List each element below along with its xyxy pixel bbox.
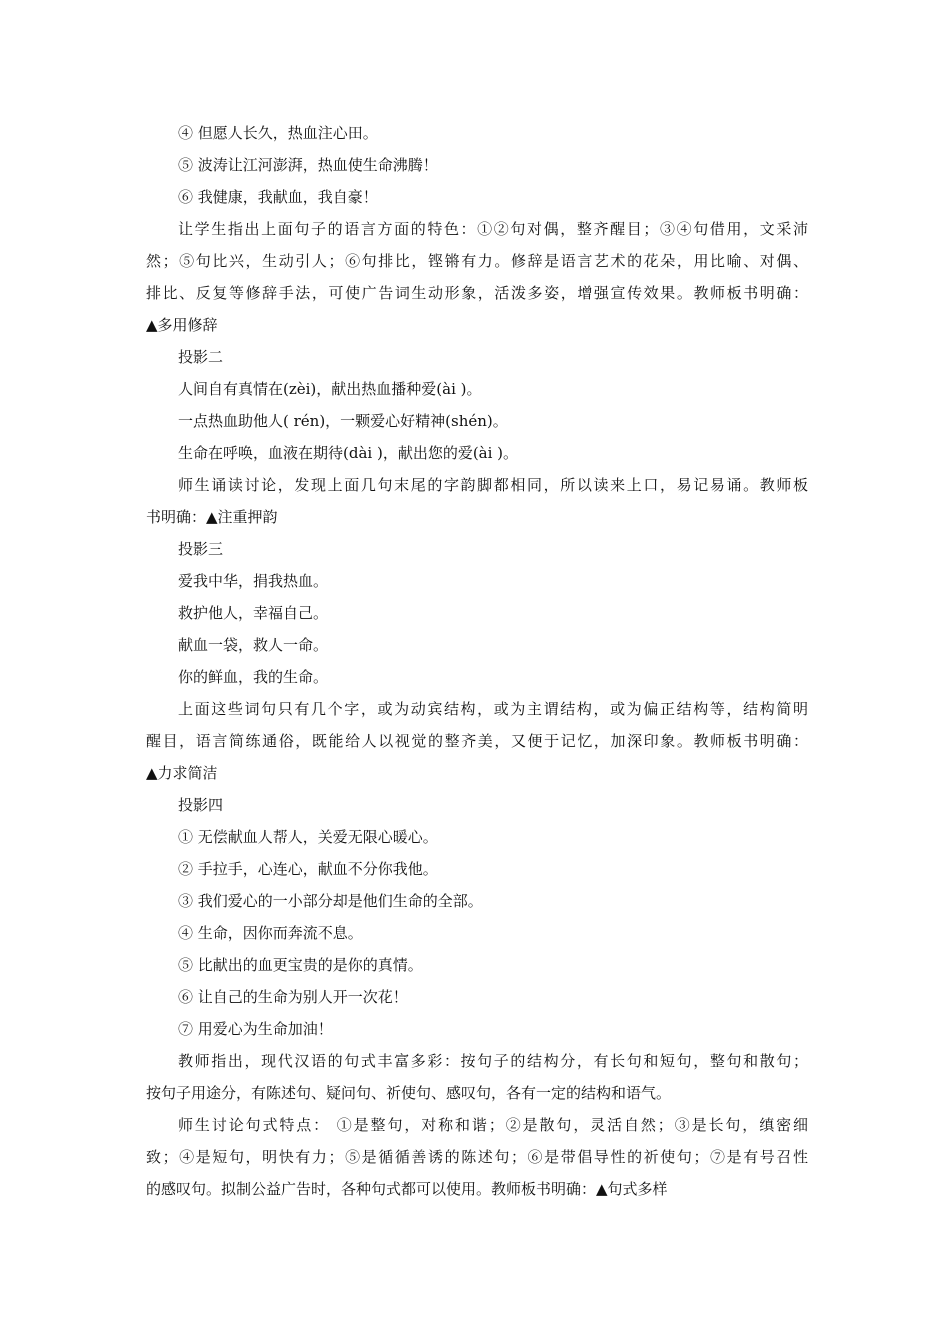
- text-line: 书明确：▲注重押韵: [146, 508, 278, 526]
- text-line: ⑤ 波涛让江河澎湃，热血使生命沸腾！: [178, 156, 438, 174]
- text-line: 献血一袋，救人一命。: [178, 636, 329, 654]
- text-line: 投影四: [178, 796, 224, 814]
- text-line: 救护他人，幸福自己。: [178, 604, 329, 622]
- text-line: ⑥ 让自己的生命为别人开一次花！: [178, 988, 408, 1006]
- text-line: 然；⑤句比兴，生动引人；⑥句排比，铿锵有力。修辞是语言艺术的花朵，用比喻、对偶、: [146, 252, 808, 270]
- text-line: 一点热血助他人( rén)，一颗爱心好精神(shén)。: [178, 412, 508, 430]
- text-line: 致；④是短句，明快有力；⑤是循循善诱的陈述句；⑥是带倡导性的祈使句；⑦是有号召性: [146, 1148, 808, 1166]
- text-line: 按句子用途分，有陈述句、疑问句、祈使句、感叹句，各有一定的结构和语气。: [146, 1084, 672, 1102]
- text-line: 排比、反复等修辞手法，可使广告词生动形象，活泼多姿，增强宣传效果。教师板书明确：: [146, 284, 808, 302]
- text-line: ⑥ 我健康，我献血，我自豪！: [178, 188, 378, 206]
- text-line: ③ 我们爱心的一小部分却是他们生命的全部。: [178, 892, 483, 910]
- text-line: 师生讨论句式特点： ①是整句，对称和谐；②是散句，灵活自然；③是长句，缜密细: [178, 1116, 808, 1134]
- document-body: [146, 117, 808, 1205]
- text-line: ④ 但愿人长久，热血注心田。: [178, 124, 378, 142]
- text-line: 醒目，语言简练通俗，既能给人以视觉的整齐美，又便于记忆，加深印象。教师板书明确：: [146, 732, 808, 750]
- text-line: 师生诵读讨论，发现上面几句末尾的字韵脚都相同，所以读来上口，易记易诵。教师板: [178, 476, 808, 494]
- text-line: 教师指出，现代汉语的句式丰富多彩：按句子的结构分，有长句和短句，整句和散句；: [178, 1052, 808, 1070]
- text-line: ⑦ 用爱心为生命加油！: [178, 1020, 333, 1038]
- text-line: ▲多用修辞: [146, 316, 218, 334]
- text-line: ① 无偿献血人帮人，关爱无限心暖心。: [178, 828, 438, 846]
- text-line: ▲力求简洁: [146, 764, 218, 782]
- text-line: 人间自有真情在(zèi)，献出热血播种爱(ài )。: [178, 380, 482, 398]
- text-line: 爱我中华，捐我热血。: [178, 572, 329, 590]
- text-line: 的感叹句。拟制公益广告时，各种句式都可以使用。教师板书明确：▲句式多样: [146, 1180, 668, 1198]
- text-line: 让学生指出上面句子的语言方面的特色：①②句对偶，整齐醒目；③④句借用，文采沛: [178, 220, 808, 238]
- text-line: ④ 生命，因你而奔流不息。: [178, 924, 363, 942]
- text-line: 你的鲜血，我的生命。: [178, 668, 329, 686]
- text-line: 投影三: [178, 540, 224, 558]
- text-line: 投影二: [178, 348, 224, 366]
- text-line: ⑤ 比献出的血更宝贵的是你的真情。: [178, 956, 423, 974]
- text-line: 上面这些词句只有几个字，或为动宾结构，或为主谓结构，或为偏正结构等，结构简明: [178, 700, 808, 718]
- text-line: ② 手拉手，心连心，献血不分你我他。: [178, 860, 438, 878]
- text-line: 生命在呼唤，血液在期待(dài )，献出您的爱(ài )。: [178, 444, 519, 462]
